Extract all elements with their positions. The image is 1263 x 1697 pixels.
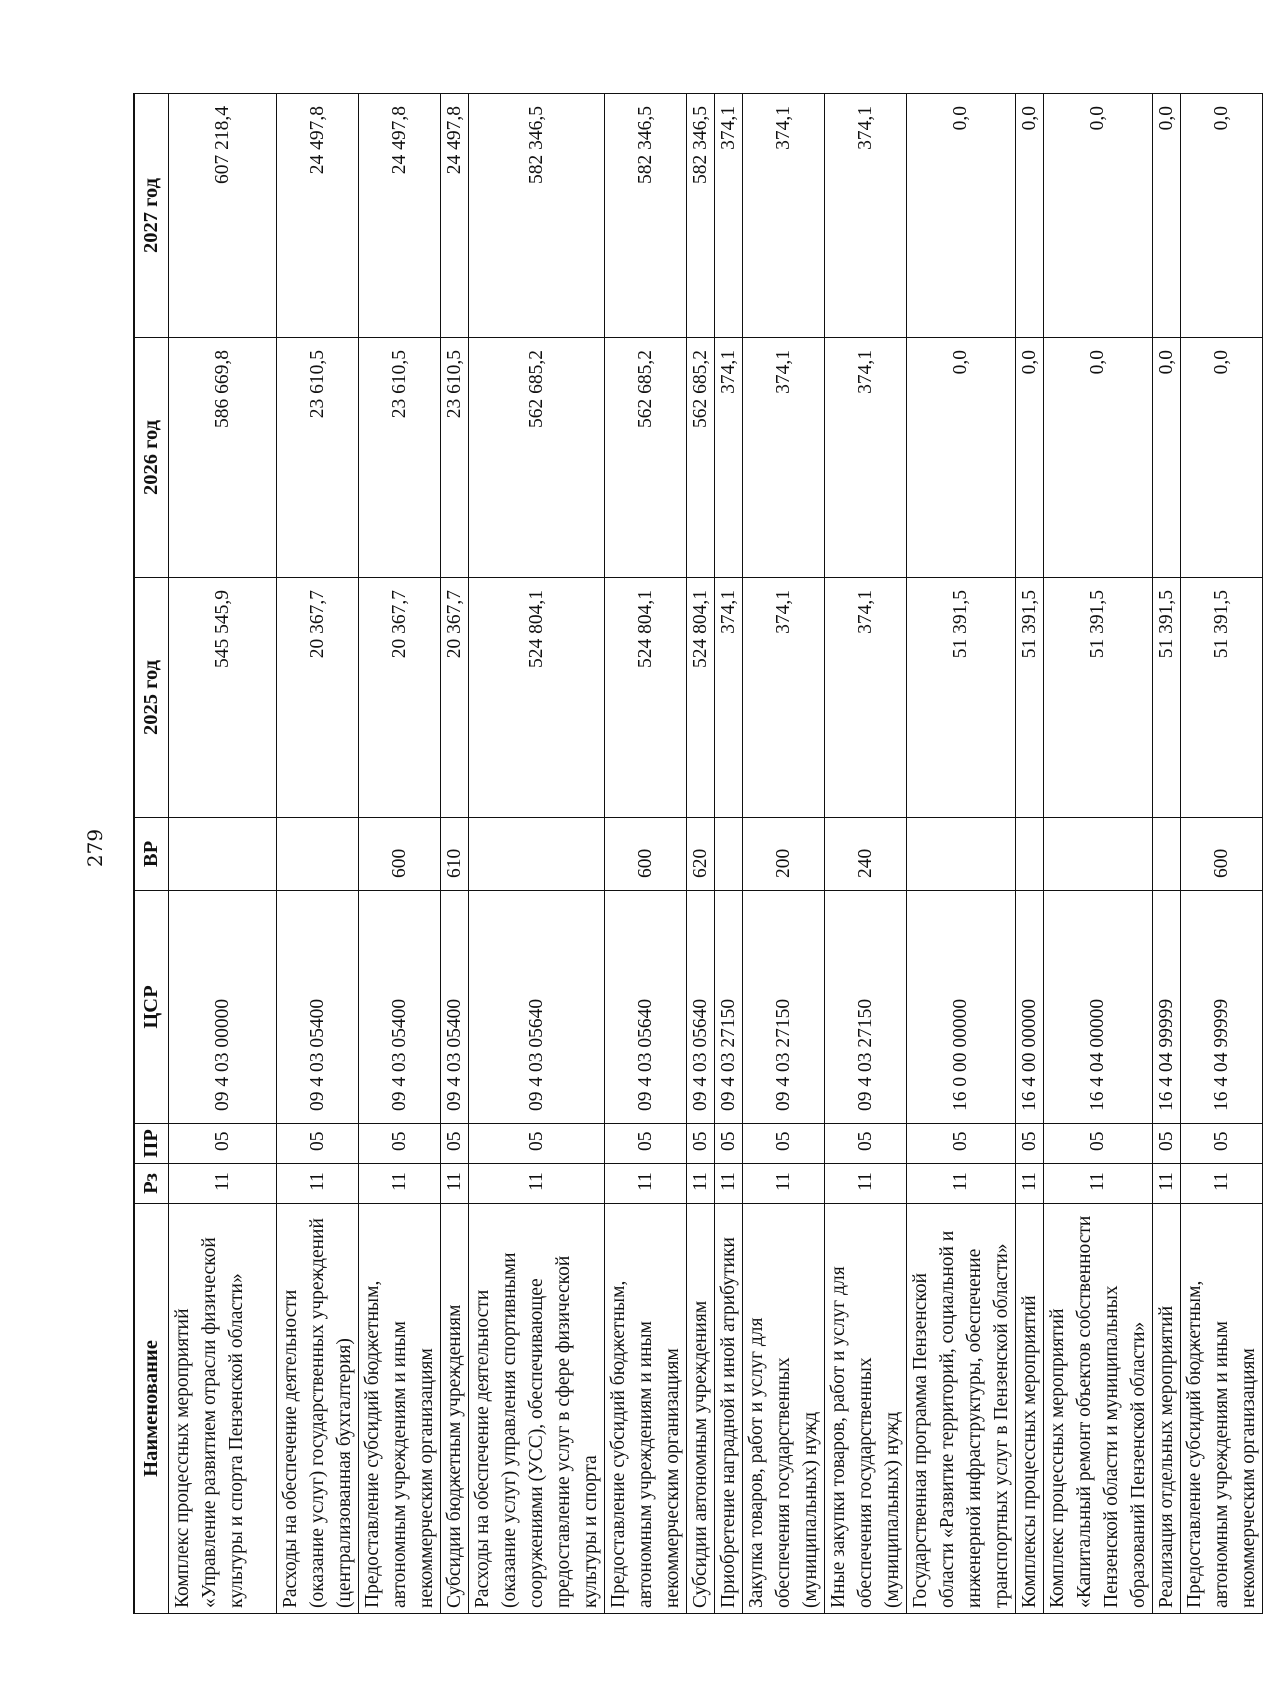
table-row [168,94,276,1614]
row-pr: 05 [686,1124,714,1164]
row-rz: 11 [604,1164,686,1204]
row-2026: 562 685,2 [686,338,714,578]
row-rz: 11 [1015,1164,1043,1204]
row-2027: 0,0 [1015,94,1043,338]
table-header-row [134,94,168,1614]
row-pr: 05 [468,1124,604,1164]
rotated-table-frame [133,94,1259,1614]
row-2025: 524 804,1 [468,578,604,818]
row-2027: 374,1 [742,94,824,338]
row-pr: 05 [906,1124,1015,1164]
row-rz: 11 [686,1164,714,1204]
row-2025: 545 545,9 [168,578,276,818]
row-2027: 0,0 [1180,94,1262,338]
row-2027: 0,0 [1043,94,1152,338]
row-vr: 620 [686,818,714,891]
row-csr: 09 4 03 27150 [742,891,824,1124]
row-pr: 05 [276,1124,358,1164]
row-vr [168,818,276,891]
table-row [1180,94,1262,1614]
row-2026: 0,0 [1180,338,1262,578]
row-name: Реализация отдельных мероприятий [1152,1204,1180,1614]
row-2026: 562 685,2 [604,338,686,578]
row-vr: 600 [1180,818,1262,891]
row-pr: 05 [714,1124,742,1164]
row-name: Иные закупки товаров, работ и услуг для обеспечения государственных (муниципальных) нужд [824,1204,906,1614]
row-2025: 524 804,1 [686,578,714,818]
header-csr: ЦСР [134,891,168,1124]
budget-table [133,93,1263,1614]
row-2026: 23 610,5 [440,338,468,578]
row-name: Предоставление субсидий бюджетным, автономным учреждениям и иным некоммерческим организациям [358,1204,440,1614]
row-2027: 24 497,8 [358,94,440,338]
row-csr: 09 4 03 05640 [686,891,714,1124]
row-pr: 05 [604,1124,686,1164]
row-name: Закупка товаров, работ и услуг для обеспечения государственных (муниципальных) нужд [742,1204,824,1614]
row-2025: 374,1 [714,578,742,818]
row-vr: 610 [440,818,468,891]
row-2025: 51 391,5 [906,578,1015,818]
row-2026: 0,0 [1015,338,1043,578]
row-vr [276,818,358,891]
row-2025: 20 367,7 [276,578,358,818]
row-2025: 374,1 [824,578,906,818]
row-csr: 09 4 03 05400 [358,891,440,1124]
row-2027: 582 346,5 [686,94,714,338]
row-2027: 0,0 [1152,94,1180,338]
header-pr: ПР [134,1124,168,1164]
table-row [468,94,604,1614]
table-row [742,94,824,1614]
row-2025: 20 367,7 [358,578,440,818]
row-2027: 582 346,5 [604,94,686,338]
header-2025: 2025 год [134,578,168,818]
row-vr [1015,818,1043,891]
row-pr: 05 [824,1124,906,1164]
row-vr [468,818,604,891]
row-2026: 374,1 [714,338,742,578]
row-name: Расходы на обеспечение деятельности (оказание услуг) управления спортивными сооружениями (УСС), обеспечивающее предоставление услуг в сфере физической культуры и спорта [468,1204,604,1614]
row-pr: 05 [168,1124,276,1164]
row-csr: 09 4 03 27150 [714,891,742,1124]
row-rz: 11 [440,1164,468,1204]
row-csr: 16 4 04 99999 [1180,891,1262,1124]
row-rz: 11 [358,1164,440,1204]
row-rz: 11 [1043,1164,1152,1204]
table-row [440,94,468,1614]
header-rz: Рз [134,1164,168,1204]
row-csr: 16 4 00 00000 [1015,891,1043,1124]
row-2025: 51 391,5 [1152,578,1180,818]
row-vr [1043,818,1152,891]
row-2027: 24 497,8 [276,94,358,338]
row-2026: 23 610,5 [358,338,440,578]
row-name: Приобретение наградной и иной атрибутики [714,1204,742,1614]
row-name: Субсидии бюджетным учреждениям [440,1204,468,1614]
table-row [824,94,906,1614]
row-2027: 0,0 [906,94,1015,338]
row-vr: 600 [604,818,686,891]
row-2026: 562 685,2 [468,338,604,578]
row-2026: 0,0 [1043,338,1152,578]
table-row [604,94,686,1614]
row-name: Расходы на обеспечение деятельности (оказание услуг) государственных учреждений (централизованная бухгалтерия) [276,1204,358,1614]
row-pr: 05 [1180,1124,1262,1164]
row-vr [1152,818,1180,891]
row-2025: 20 367,7 [440,578,468,818]
row-name: Комплексы процессных мероприятий [1015,1204,1043,1614]
row-rz: 11 [824,1164,906,1204]
row-2027: 374,1 [824,94,906,338]
row-name: Комплекс процессных мероприятий «Управление развитием отрасли физической культуры и спорта Пензенской области» [168,1204,276,1614]
row-vr: 240 [824,818,906,891]
row-name: Государственная программа Пензенской области «Развитие территорий, социальной и инженерной инфраструктуры, обеспечение транспортных услуг в Пензенской области» [906,1204,1015,1614]
row-csr: 09 4 03 00000 [168,891,276,1124]
row-pr: 05 [358,1124,440,1164]
row-2025: 374,1 [742,578,824,818]
row-csr: 16 0 00 00000 [906,891,1015,1124]
row-csr: 16 4 04 00000 [1043,891,1152,1124]
row-name: Предоставление субсидий бюджетным, автономным учреждениям и иным некоммерческим организациям [1180,1204,1262,1614]
row-pr: 05 [440,1124,468,1164]
table-row [1043,94,1152,1614]
row-csr: 09 4 03 05640 [604,891,686,1124]
row-2026: 0,0 [1152,338,1180,578]
row-rz: 11 [276,1164,358,1204]
row-pr: 05 [1152,1124,1180,1164]
row-rz: 11 [714,1164,742,1204]
row-pr: 05 [1043,1124,1152,1164]
row-2026: 0,0 [906,338,1015,578]
row-rz: 11 [1180,1164,1262,1204]
row-name: Предоставление субсидий бюджетным, автономным учреждениям и иным некоммерческим организациям [604,1204,686,1614]
row-2026: 374,1 [742,338,824,578]
table-row [276,94,358,1614]
row-name: Комплекс процессных мероприятий «Капитальный ремонт объектов собственности Пензенской области и муниципальных образований Пензенской области» [1043,1204,1152,1614]
row-rz: 11 [1152,1164,1180,1204]
row-rz: 11 [906,1164,1015,1204]
header-2026: 2026 год [134,338,168,578]
row-rz: 11 [168,1164,276,1204]
row-csr: 09 4 03 05400 [276,891,358,1124]
row-pr: 05 [1015,1124,1043,1164]
row-rz: 11 [742,1164,824,1204]
row-pr: 05 [742,1124,824,1164]
row-2027: 24 497,8 [440,94,468,338]
row-rz: 11 [468,1164,604,1204]
row-2025: 524 804,1 [604,578,686,818]
row-vr [906,818,1015,891]
row-vr: 200 [742,818,824,891]
table-row [1152,94,1180,1614]
table-row [714,94,742,1614]
page-number: 279 [83,828,107,868]
table-row [906,94,1015,1614]
header-2027: 2027 год [134,94,168,338]
header-name: Наименование [134,1204,168,1614]
table-row [1015,94,1043,1614]
row-2025: 51 391,5 [1015,578,1043,818]
row-2027: 582 346,5 [468,94,604,338]
row-2026: 586 669,8 [168,338,276,578]
row-vr [714,818,742,891]
row-2027: 374,1 [714,94,742,338]
row-vr: 600 [358,818,440,891]
row-2026: 23 610,5 [276,338,358,578]
table-row [358,94,440,1614]
table-row [686,94,714,1614]
row-name: Субсидии автономным учреждениям [686,1204,714,1614]
row-csr: 16 4 04 99999 [1152,891,1180,1124]
row-csr: 09 4 03 05640 [468,891,604,1124]
table-container [133,94,1259,1614]
row-2026: 374,1 [824,338,906,578]
row-csr: 09 4 03 05400 [440,891,468,1124]
row-2025: 51 391,5 [1043,578,1152,818]
row-csr: 09 4 03 27150 [824,891,906,1124]
table-body [168,94,1262,1614]
header-vr: ВР [134,818,168,891]
row-2027: 607 218,4 [168,94,276,338]
row-2025: 51 391,5 [1180,578,1262,818]
